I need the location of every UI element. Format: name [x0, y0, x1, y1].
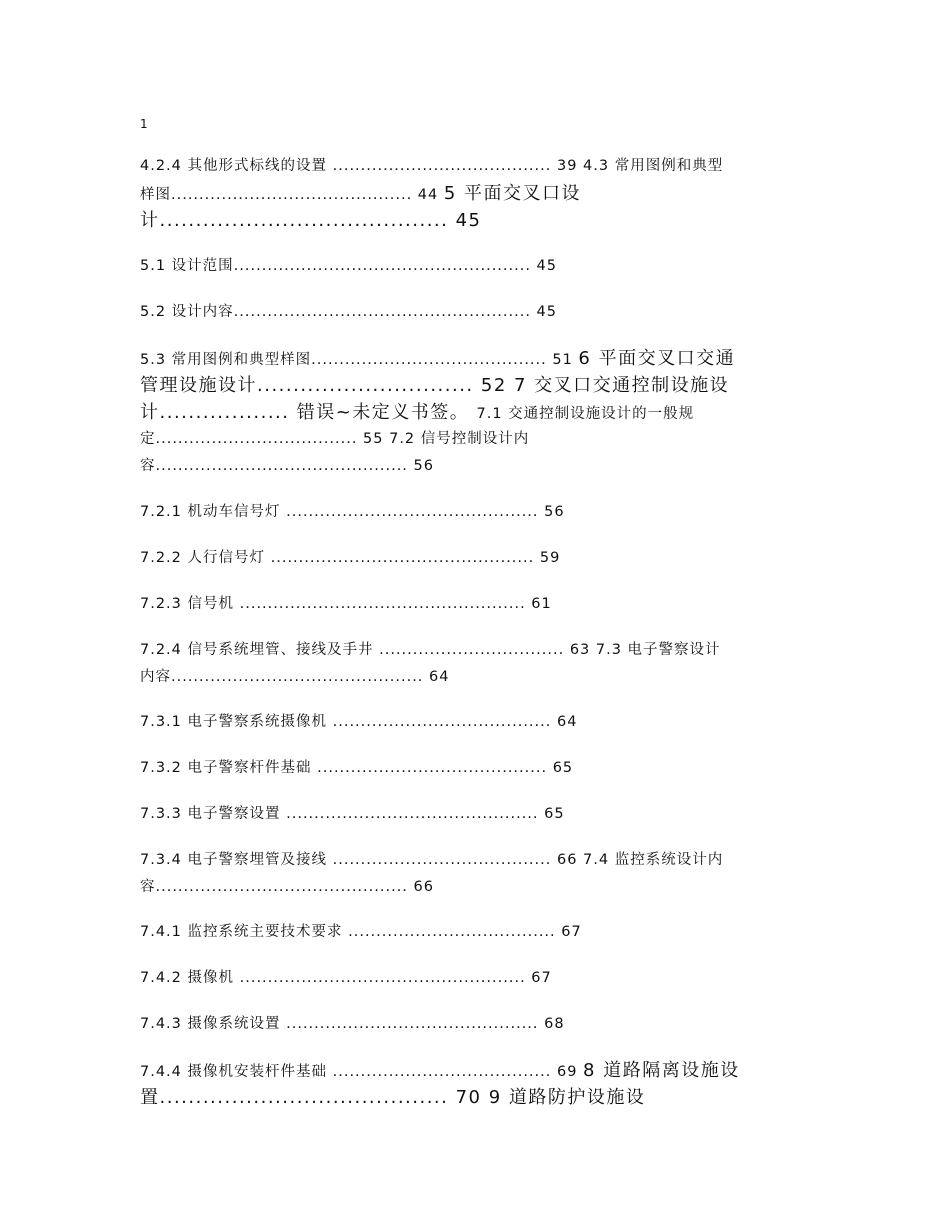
- page-number: 1: [140, 117, 148, 131]
- toc-text: 7.3.4 电子警察埋管及接线 ....................................... 66 7.4 监控系统设计内: [140, 852, 724, 868]
- toc-line: [140, 591, 810, 618]
- toc-line: [140, 207, 810, 234]
- toc-heading-text: 6 平面交叉口交通: [578, 348, 736, 369]
- toc-text: 5.1 设计范围..................................................... 45: [140, 258, 558, 274]
- toc-entry: [140, 637, 810, 691]
- toc-entry: [140, 545, 810, 572]
- toc-entry: [140, 345, 810, 480]
- toc-line: [140, 755, 810, 782]
- toc-line: [140, 499, 810, 526]
- toc-text: 定.................................... 55 7.2 信号控制设计内: [140, 431, 530, 447]
- toc-text: 容............................................. 66: [140, 879, 434, 895]
- toc-text: 5.2 设计内容..................................................... 45: [140, 304, 558, 320]
- toc-entry: [140, 709, 810, 736]
- toc-entry: [140, 1011, 810, 1038]
- toc-text: 4.2.4 其他形式标线的设置 ....................................... 39 4.3 常用图例和典型: [140, 158, 724, 174]
- toc-line: [140, 919, 810, 946]
- toc-heading-text: 计........................................ 45: [140, 210, 482, 231]
- toc-text: 7.4.2 摄像机 ................................................... 67: [140, 970, 552, 986]
- toc-text: 7.2.1 机动车信号灯 ............................................. 56: [140, 504, 565, 520]
- toc-entry: [140, 499, 810, 526]
- toc-entry: [140, 755, 810, 782]
- toc-text: 5.3 常用图例和典型样图.......................................... 51: [140, 352, 579, 368]
- toc-heading-text: 5 平面交叉口设: [443, 183, 582, 204]
- toc-entry: [140, 965, 810, 992]
- toc-text: 容............................................. 56: [140, 458, 434, 474]
- toc-line: [140, 637, 810, 664]
- toc-text: 7.3.3 电子警察设置 ............................................. 65: [140, 806, 565, 822]
- toc-entry: [140, 801, 810, 828]
- toc-line: [140, 253, 810, 280]
- toc-entry: [140, 847, 810, 901]
- toc-text: 7.3.2 电子警察杆件基础 ......................................... 65: [140, 760, 574, 776]
- toc-line: [140, 545, 810, 572]
- toc-text: 7.2.3 信号机 ................................................... 61: [140, 596, 552, 612]
- toc-entry: [140, 1057, 810, 1111]
- toc-line: [140, 1057, 810, 1084]
- toc-line: [140, 874, 810, 901]
- toc-line: [140, 399, 810, 426]
- toc-text: 7.4.3 摄像系统设置 ............................................. 68: [140, 1016, 565, 1032]
- toc-text: 内容............................................. 64: [140, 669, 450, 685]
- toc-text: 7.3.1 电子警察系统摄像机 ....................................... 64: [140, 714, 578, 730]
- toc-text: 7.2.4 信号系统埋管、接线及手井 ................................. 63 7.3 电子警察设计: [140, 642, 721, 658]
- toc-line: [140, 664, 810, 691]
- toc-line: [140, 801, 810, 828]
- toc-heading-text: 管理设施设计.............................. 52 7 交叉口交通控制设施设: [140, 375, 730, 396]
- toc-line: [140, 426, 810, 453]
- toc-line: [140, 345, 810, 372]
- toc-line: [140, 299, 810, 326]
- toc-line: [140, 1084, 810, 1111]
- toc-text: 7.4.1 监控系统主要技术要求 ..................................... 67: [140, 924, 582, 940]
- toc-text: 样图........................................... 44: [140, 187, 444, 203]
- toc-text: 7.4.4 摄像机安装杆件基础 ....................................... 69: [140, 1064, 584, 1080]
- toc-entry: [140, 919, 810, 946]
- toc-heading-text: 8 道路隔离设施设: [583, 1060, 740, 1081]
- toc-line: [140, 153, 810, 180]
- toc-entry: [140, 591, 810, 618]
- toc-entry: [140, 253, 810, 280]
- toc-line: [140, 372, 810, 399]
- toc-line: [140, 180, 810, 207]
- toc-text: 7.2.2 人行信号灯 ............................................... 59: [140, 550, 561, 566]
- toc-line: [140, 1011, 810, 1038]
- toc-line: [140, 709, 810, 736]
- toc-line: [140, 965, 810, 992]
- toc-heading-text: 置........................................ 70 9 道路防护设施设: [140, 1087, 646, 1108]
- toc-text: 7.1 交通控制设施设计的一般规: [476, 406, 695, 422]
- toc-heading-text: 计.................. 错误~未定义书签。: [140, 402, 477, 423]
- toc-entry: [140, 299, 810, 326]
- toc-line: [140, 847, 810, 874]
- toc-line: [140, 453, 810, 480]
- toc-entry: [140, 153, 810, 234]
